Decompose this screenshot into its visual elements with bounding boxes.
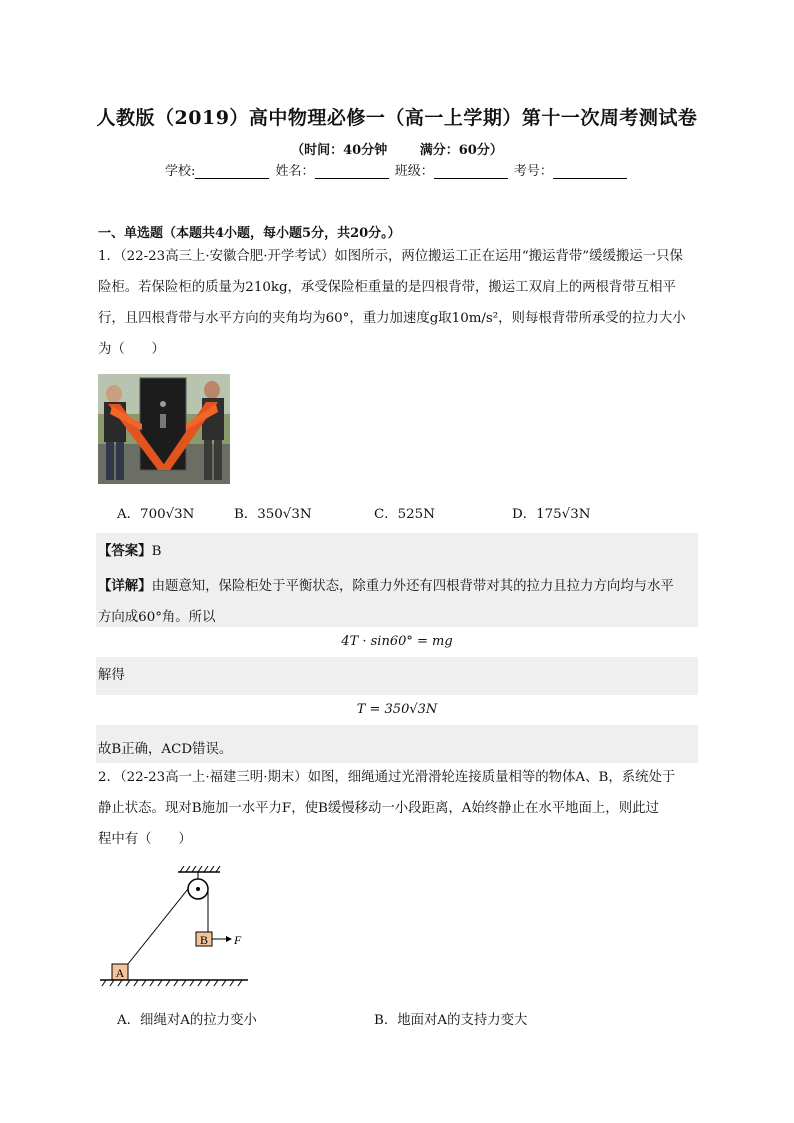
option-b[interactable]: B．350√3N <box>234 507 312 522</box>
pulley-diagram <box>98 866 258 994</box>
question-line: 2．（22-23高一上·福建三明·期末）如图，细绳通过光滑滑轮连接质量相等的物体A、B，系统处于 <box>98 770 676 785</box>
option-b[interactable]: B．地面对A的支持力变大 <box>374 1013 528 1028</box>
exam-no-field[interactable] <box>553 164 627 179</box>
force-label: F <box>234 933 242 947</box>
exam-no-label: 考号： <box>513 164 553 179</box>
page-title: 人教版（2019）高中物理必修一（高一上学期）第十一次周考测试卷 <box>96 107 698 129</box>
answer-line <box>98 540 161 559</box>
question-line: 行，且四根背带与水平方向的夹角均为60°，重力加速度g取10m/s²，则每根背带所承受的拉力大小 <box>98 311 686 326</box>
answer-value: B <box>151 544 162 559</box>
question-line: 险柜。若保险柜的质量为210kg，承受保险柜重量的是四根背带，搬运工双肩上的两根背带互相平 <box>98 280 676 295</box>
formula-1: 4T · sin60° = mg <box>341 634 453 649</box>
detail-line: 方向成60°角。所以 <box>98 610 216 625</box>
block-b-label: B <box>199 933 209 947</box>
option-c[interactable]: C．525N <box>374 507 435 522</box>
school-field[interactable] <box>195 164 269 179</box>
solve-label: 解得 <box>98 668 125 683</box>
exam-score: 满分：60分） <box>419 143 503 158</box>
question-line: 1．（22-23高三上·安徽合肥·开学考试）如图所示，两位搬运工正在运用“搬运背带”缓缓搬运一只保 <box>98 249 683 264</box>
conclusion: 故B正确，ACD错误。 <box>98 742 233 757</box>
movers-safe-photo <box>98 374 230 484</box>
student-fields <box>165 160 629 179</box>
question-line: 静止状态。现对B施加一水平力F，使B缓慢移动一小段距离，A始终静止在水平地面上，则此过 <box>98 801 659 816</box>
detail-line: 由题意知，保险柜处于平衡状态，除重力外还有四根背带对其的拉力且拉力方向均与水平 <box>151 579 674 594</box>
question-line: 为（ ） <box>98 342 165 357</box>
answer-label: 【答案】 <box>98 543 152 559</box>
exam-info <box>0 139 794 158</box>
option-a[interactable]: A．700√3N <box>117 507 195 522</box>
name-label: 姓名： <box>275 164 315 179</box>
question-1-text <box>98 241 698 365</box>
exam-time: （时间：40分钟 <box>291 143 388 158</box>
option-d[interactable]: D．175√3N <box>512 507 591 522</box>
question-2-text <box>98 762 698 855</box>
school-label: 学校: <box>165 164 196 179</box>
question-line: 程中有（ ） <box>98 832 192 847</box>
detail-text <box>98 571 698 633</box>
class-label: 班级： <box>394 164 434 179</box>
class-field[interactable] <box>434 164 508 179</box>
detail-label: 【详解】 <box>98 578 152 594</box>
block-a-label: A <box>115 966 125 980</box>
formula-2: T = 350√3N <box>356 702 438 717</box>
section-heading: 一、单选题（本题共4小题，每小题5分，共20分。） <box>98 226 401 241</box>
option-a[interactable]: A．细绳对A的拉力变小 <box>117 1013 257 1028</box>
name-field[interactable] <box>315 164 389 179</box>
